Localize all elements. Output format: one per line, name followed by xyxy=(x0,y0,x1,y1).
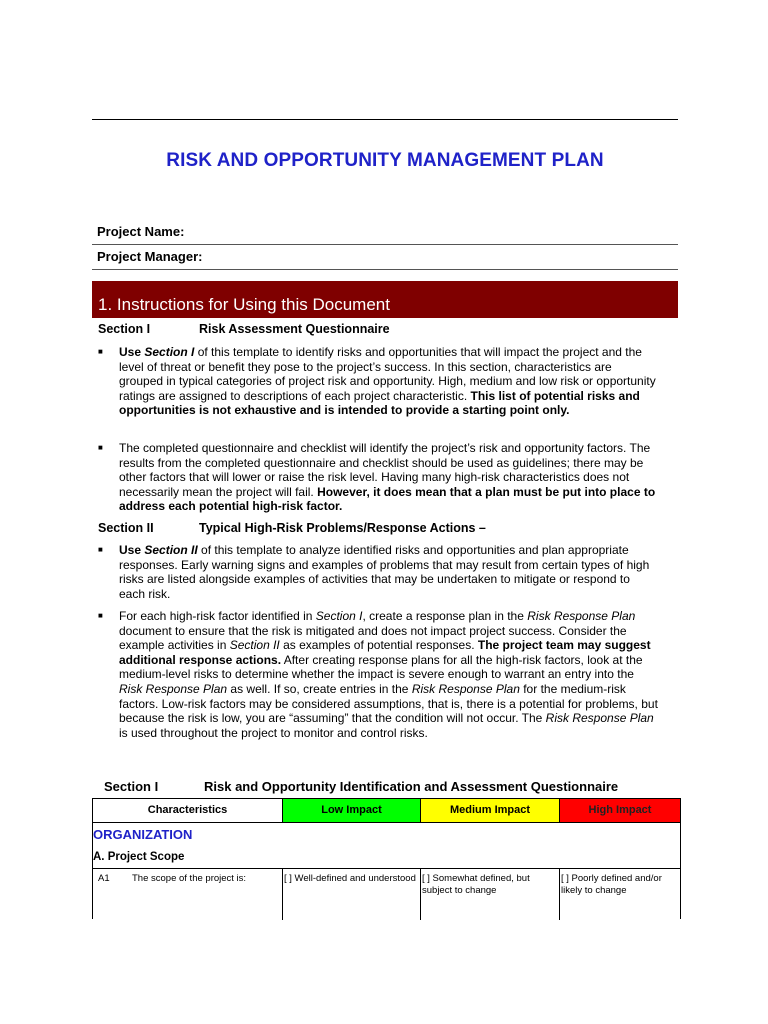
category-organization: ORGANIZATION xyxy=(93,827,193,842)
instructions-heading: 1. Instructions for Using this Document xyxy=(98,295,390,314)
column-divider xyxy=(282,868,283,920)
bullet-text-bold: Use xyxy=(119,345,145,359)
header-medium-impact: Medium Impact xyxy=(420,799,559,823)
project-name-label: Project Name: xyxy=(97,224,185,239)
project-manager-field[interactable] xyxy=(92,245,678,270)
header-high-impact: High Impact xyxy=(559,799,680,823)
bullet-text: as well. If so, create entries in the xyxy=(227,681,412,696)
bullet-text: document to ensure that the risk is mitigated and does not impact project success. Consider the example activities in xyxy=(119,623,627,653)
bullet-marker: ■ xyxy=(98,443,103,452)
bullet-text-italic: Section II xyxy=(144,543,198,557)
bullet-text-bold: The project team may suggest additional response actions. xyxy=(119,638,651,667)
row-high-option[interactable]: [ ] Poorly defined and/or likely to change xyxy=(561,873,662,896)
bullet-text-italic: Section I xyxy=(144,345,195,359)
bullet-text-bold: This list of potential risks and opportunities is not exhaustive and is intended to provide a starting point only. xyxy=(119,388,640,418)
row-divider xyxy=(93,868,680,869)
section1-label: Section I xyxy=(98,322,151,336)
bullet-text: of this template to analyze identified risks and opportunities and plan appropriate responses. Early warning signs and examples of problems that may result from certain types of high risks are listed alongside examples of activities that may be undertaken to mitigate or respond to each risk. xyxy=(119,543,650,601)
bullet-text-bold: Use xyxy=(119,543,145,557)
bullet-text-italic: Section I xyxy=(315,609,363,623)
bullet-text-italic: Risk Response Plan xyxy=(545,711,654,726)
questionnaire-title: Risk and Opportunity Identification and Assessment Questionnaire xyxy=(204,779,619,794)
bullet-text: as examples of potential responses. xyxy=(279,638,478,653)
bullet-text: is used throughout the project to monitor and control risks. xyxy=(119,725,428,740)
bullet-text-italic: Risk Response Plan xyxy=(411,681,520,696)
questionnaire-heading xyxy=(104,779,618,794)
column-divider xyxy=(559,868,560,920)
questionnaire-table xyxy=(92,798,681,919)
section2-heading xyxy=(98,521,486,535)
bullet-text: For each high-risk factor identified in xyxy=(119,609,316,623)
project-manager-label: Project Manager: xyxy=(97,249,203,264)
section2-label: Section II xyxy=(98,521,154,535)
instructions-section-bar xyxy=(92,281,678,318)
bullet-text-italic: Risk Response Plan xyxy=(527,609,636,623)
section2-title: Typical High-Risk Problems/Response Actions – xyxy=(199,521,486,535)
bullet-text-italic: Section II xyxy=(229,638,280,653)
row-medium-option[interactable]: [ ] Somewhat defined, but subject to change xyxy=(422,873,530,896)
bullet-text-italic: Risk Response Plan xyxy=(119,681,228,696)
bullet-marker: ■ xyxy=(98,347,103,356)
top-rule xyxy=(92,119,678,120)
column-divider xyxy=(420,868,421,920)
bullet-text-bold: However, it does mean that a plan must be put into place to address each potential high-risk factor. xyxy=(119,484,656,514)
section1-title: Risk Assessment Questionnaire xyxy=(199,322,390,336)
bullet-marker: ■ xyxy=(98,611,103,620)
project-name-field[interactable] xyxy=(92,220,678,245)
bullet-marker: ■ xyxy=(98,545,103,554)
bullet-text: , create a response plan in the xyxy=(362,609,528,623)
questionnaire-label: Section I xyxy=(104,779,159,794)
section1-heading xyxy=(98,322,390,336)
bullet-text: After creating response plans for all the high-risk factors, look at the medium-level risks to determine whether the impact is severe enough to warrant an entry into the xyxy=(119,652,643,682)
page-title: RISK AND OPPORTUNITY MANAGEMENT PLAN xyxy=(166,150,604,171)
row-low-option[interactable]: [ ] Well-defined and understood xyxy=(284,873,416,884)
bullet-text: The completed questionnaire and checklist will identify the project’s risk and opportunity factors. The results from the completed questionnaire and checklist should be used as guidelines; there may be other factors that will lower or raise the risk level. Having many high-risk characteristics does not necessarily mean the project will fail. xyxy=(119,441,651,499)
row-characteristic: The scope of the project is: xyxy=(132,873,247,884)
row-id: A1 xyxy=(98,873,110,884)
header-characteristics: Characteristics xyxy=(93,799,282,823)
bullet-text: of this template to identify risks and opportunities that will impact the project and the level of threat or benefit they pose to the project’s success. In this section, characteristics are grouped in typical categories of project risk and opportunity. High, medium and low risk or opportunity ratings are assigned to descriptions of each project characteristic. xyxy=(119,345,656,403)
header-low-impact: Low Impact xyxy=(282,799,420,823)
subcategory-project-scope: A. Project Scope xyxy=(93,851,185,863)
bullet-text: for the medium-risk factors. Low-risk factors may be considered assumptions, that is, there is a potential for problems, but because the risk is low, you are “assuming” that the condition will not occur. The xyxy=(119,681,658,726)
